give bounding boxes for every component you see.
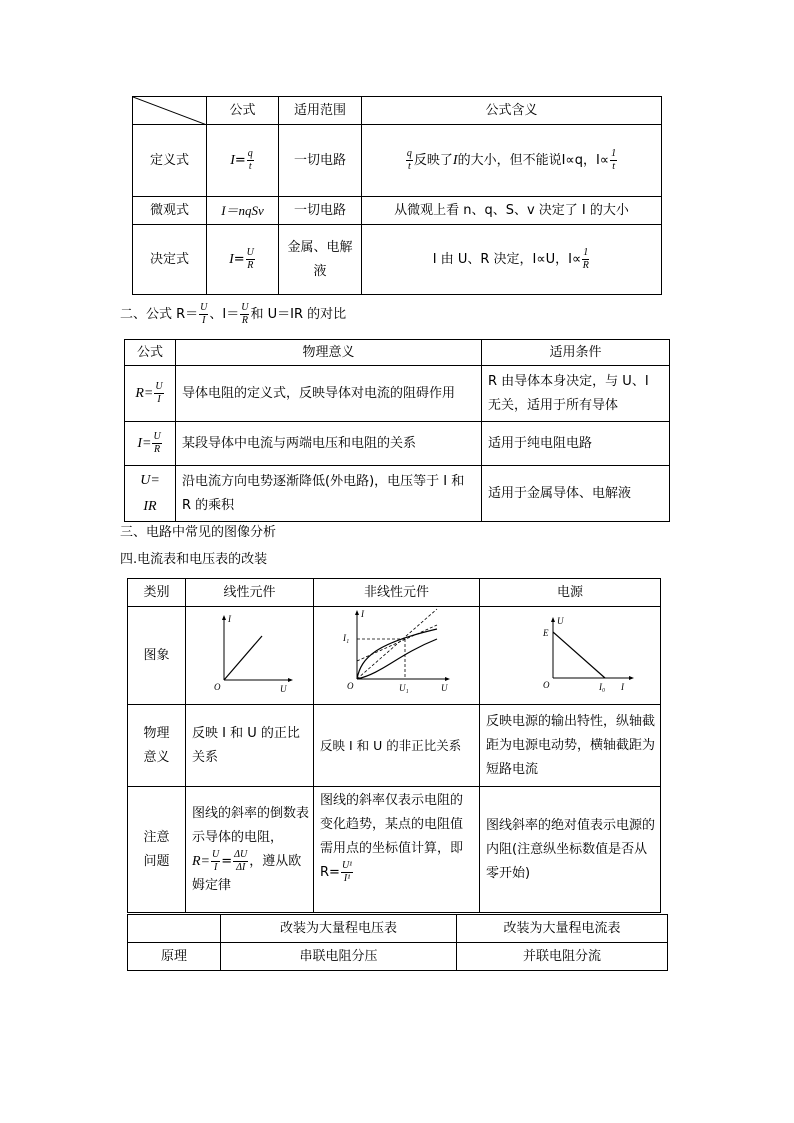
- definition-meaning: $\frac{q}{t}$ 反映了I的大小，但不能说I∝q，I∝ $\frac{1}{t}$: [362, 125, 662, 197]
- nonlinear-notes: 图线的斜率仅表示电阻的变化趋势，某点的电阻值需用点的坐标值计算，即 R= $\frac{\text{U¹}}{\text{I¹}}$: [314, 787, 480, 913]
- row-label-determining: 决定式: [133, 225, 207, 295]
- source-graph-cell: [480, 607, 661, 705]
- section-heading-3: 三、电路中常见的图像分析: [120, 525, 277, 540]
- source-meaning: 反映电源的输出特性，纵轴截距为电源电动势，横轴截距为短路电流: [480, 705, 661, 787]
- determining-formula: I= $\frac{U}{R}$: [207, 225, 279, 295]
- ammeter-principle: 并联电阻分流: [457, 943, 668, 971]
- svg-text:U: U: [440, 683, 447, 693]
- svg-text:E: E: [543, 628, 549, 638]
- meaning-u: 沿电流方向电势逐渐降低(外电路)，电压等于 I 和 R 的乘积: [176, 466, 482, 522]
- header-linear: 线性元件: [186, 579, 314, 607]
- svg-text:O: O: [213, 682, 220, 692]
- definition-scope: 一切电路: [279, 125, 362, 197]
- svg-text:I₁: I₁: [342, 633, 349, 643]
- meaning-i: 某段导体中电流与两端电压和电阻的关系: [176, 422, 482, 466]
- row-label-principle: 原理: [128, 943, 221, 971]
- section-heading-4: 四.电流表和电压表的改装: [120, 552, 268, 567]
- header-category: 类别: [128, 579, 186, 607]
- formula-table: [132, 96, 662, 295]
- header-formula: 公式: [207, 97, 279, 125]
- formula-i: I= $\frac{U}{R}$: [125, 422, 176, 466]
- header-voltmeter: 改装为大量程电压表: [221, 915, 457, 943]
- graph-analysis-table: [127, 578, 661, 913]
- header-empty: [128, 915, 221, 943]
- voltmeter-principle: 串联电阻分压: [221, 943, 457, 971]
- nonlinear-iu-graph: [337, 607, 457, 695]
- condition-u: 适用于金属导体、电解液: [482, 466, 670, 522]
- svg-text:U: U: [557, 616, 564, 626]
- header-nonlinear: 非线性元件: [314, 579, 480, 607]
- header-scope: 适用范围: [279, 97, 362, 125]
- source-notes: 图线斜率的绝对值表示电源的内阻(注意纵坐标数值是否从零开始): [480, 787, 661, 913]
- micro-scope: 一切电路: [279, 197, 362, 225]
- nonlinear-graph-cell: [314, 607, 480, 705]
- determining-scope: 金属、电解液: [279, 225, 362, 295]
- row-label-image: 图象: [128, 607, 186, 705]
- header-ammeter: 改装为大量程电流表: [457, 915, 668, 943]
- svg-text:O: O: [543, 680, 550, 690]
- diagonal-line: [133, 97, 207, 125]
- header-meaning: 公式含义: [362, 97, 662, 125]
- definition-formula: I= $\frac{q}{t}$: [207, 125, 279, 197]
- meter-conversion-table: [127, 914, 668, 971]
- row-label-meaning: 物理意义: [128, 705, 186, 787]
- svg-text:O: O: [346, 681, 353, 691]
- linear-meaning: 反映 I 和 U 的正比关系: [186, 705, 314, 787]
- condition-r: R 由导体本身决定，与 U、I 无关，适用于所有导体: [482, 366, 670, 422]
- linear-graph-cell: [186, 607, 314, 705]
- linear-iu-graph: [200, 608, 300, 694]
- svg-text:I₀: I₀: [599, 682, 606, 692]
- header-source: 电源: [480, 579, 661, 607]
- nonlinear-meaning: 反映 I 和 U 的非正比关系: [314, 705, 480, 787]
- formula-u: U= IR: [125, 466, 176, 522]
- svg-text:U: U: [279, 684, 286, 694]
- header-condition: 适用条件: [482, 340, 670, 366]
- linear-notes: 图线的斜率的倒数表示导体的电阻， R= $\frac{U}{I}$ = $\frac{\Delta U}{\Delta I}$ ，遵从欧姆定律: [186, 787, 314, 913]
- row-label-notes: 注意问题: [128, 787, 186, 913]
- meaning-r: 导体电阻的定义式，反映导体对电流的阻碍作用: [176, 366, 482, 422]
- determining-meaning: I 由 U、R 决定，I∝U，I∝ $\frac{1}{R}$: [362, 225, 662, 295]
- row-label-micro: 微观式: [133, 197, 207, 225]
- row-label-definition: 定义式: [133, 125, 207, 197]
- formula-r: R= $\frac{U}{I}$: [125, 366, 176, 422]
- svg-text:I: I: [621, 682, 624, 692]
- header-physical-meaning: 物理意义: [176, 340, 482, 366]
- micro-formula: I＝nqSv: [207, 197, 279, 225]
- source-ui-graph: [505, 608, 635, 694]
- micro-meaning: 从微观上看 n、q、S、v 决定了 I 的大小: [362, 197, 662, 225]
- section-heading-2: 二、公式 R＝ $\frac{U}{I}$ 、I＝ $\frac{U}{R}$ 和 U＝IR 的对比: [120, 302, 347, 326]
- comparison-table: [124, 339, 670, 522]
- condition-i: 适用于纯电阻电路: [482, 422, 670, 466]
- diagonal-header-cell: [133, 97, 207, 125]
- svg-text:I: I: [360, 609, 364, 619]
- fraction: $\frac{q}{t}$: [247, 147, 253, 172]
- svg-text:I: I: [227, 614, 231, 624]
- svg-text:U₁: U₁: [398, 683, 409, 693]
- header-formula: 公式: [125, 340, 176, 366]
